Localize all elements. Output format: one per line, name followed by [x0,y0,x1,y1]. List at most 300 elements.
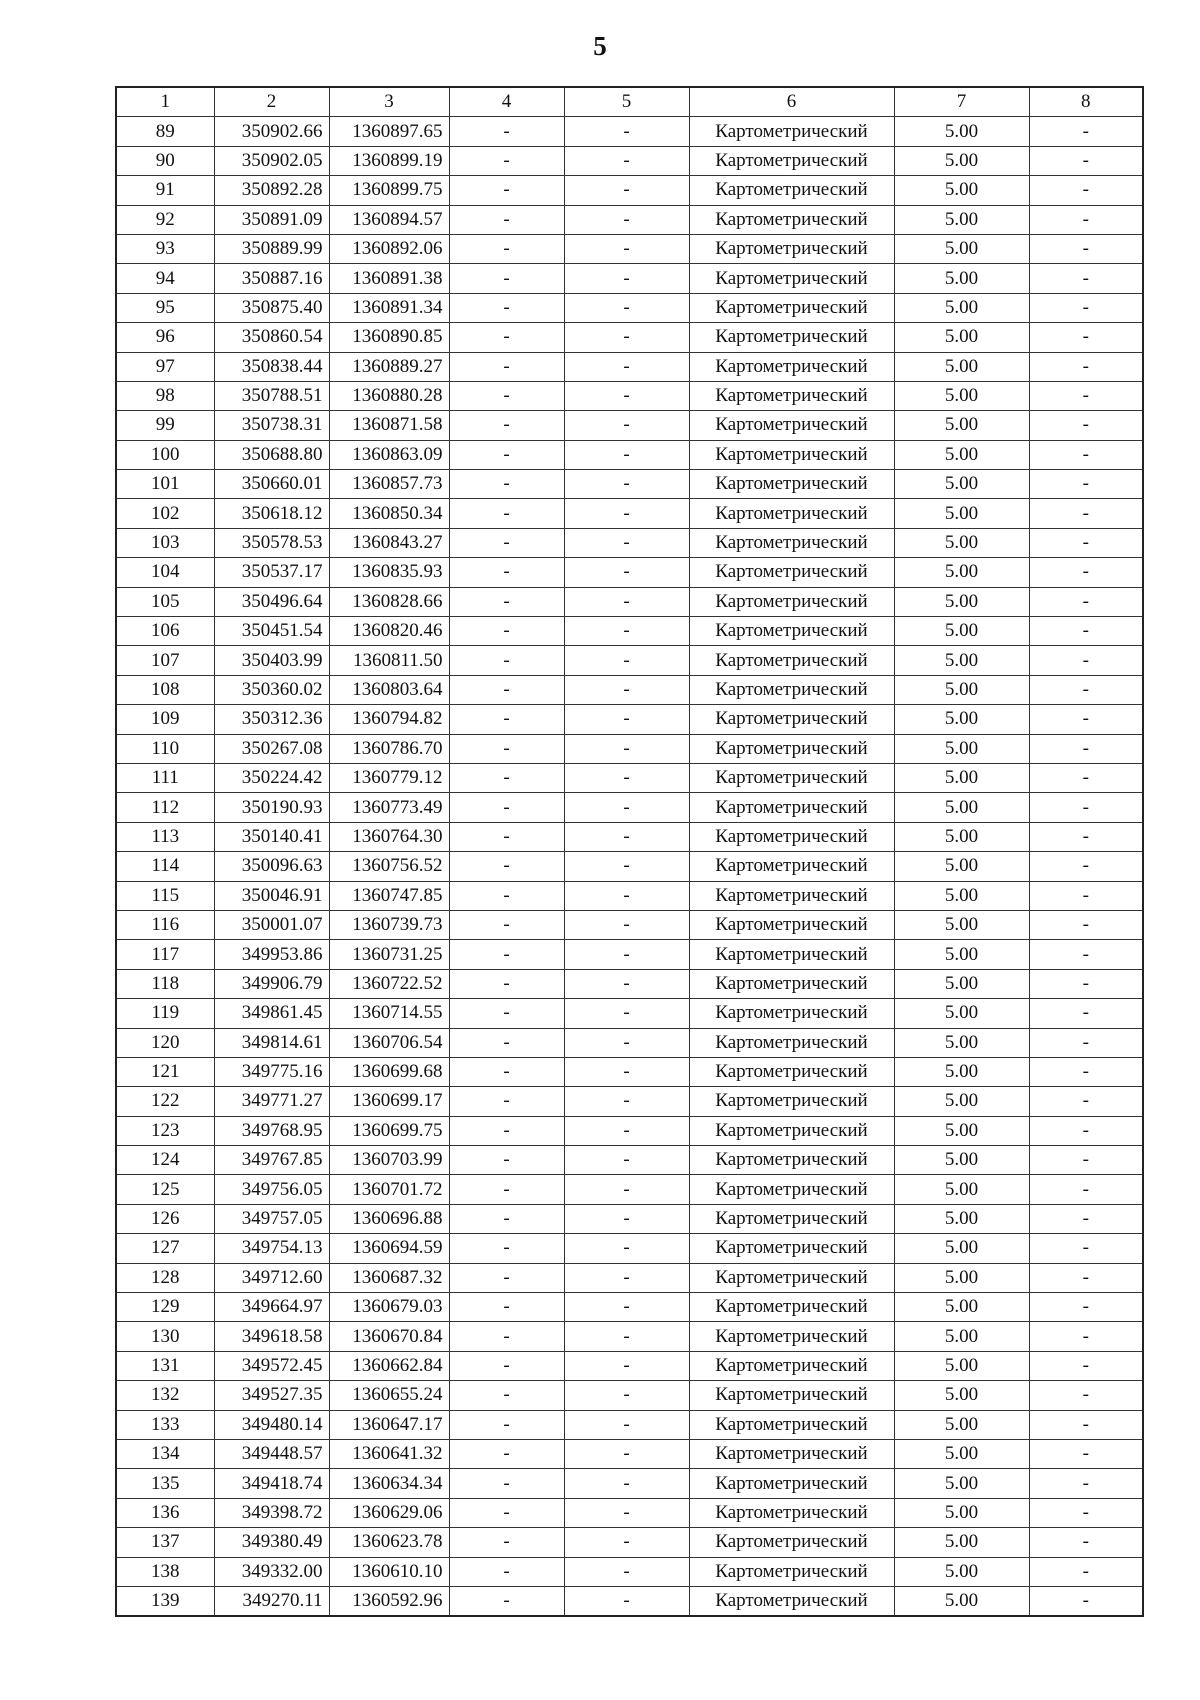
table-body [116,117,1143,1616]
column-5-cell: - [564,1498,689,1527]
y-coordinate-cell: 1360714.55 [329,999,449,1028]
column-5-cell: - [564,1028,689,1057]
method-cell: Картометрический [689,1028,894,1057]
accuracy-cell: 5.00 [894,910,1029,939]
accuracy-cell: 5.00 [894,146,1029,175]
x-coordinate-cell: 350889.99 [214,234,329,263]
y-coordinate-cell: 1360647.17 [329,1410,449,1439]
column-header: 2 [214,87,329,117]
column-8-cell: - [1029,763,1143,792]
table-row [116,117,1143,146]
accuracy-cell: 5.00 [894,293,1029,322]
point-number-cell: 121 [116,1057,214,1086]
accuracy-cell: 5.00 [894,117,1029,146]
point-number-cell: 127 [116,1234,214,1263]
point-number-cell: 138 [116,1557,214,1586]
method-cell: Картометрический [689,1204,894,1233]
method-cell: Картометрический [689,1528,894,1557]
method-cell: Картометрический [689,1586,894,1616]
x-coordinate-cell: 349775.16 [214,1057,329,1086]
method-cell: Картометрический [689,617,894,646]
method-cell: Картометрический [689,910,894,939]
accuracy-cell: 5.00 [894,470,1029,499]
x-coordinate-cell: 349861.45 [214,999,329,1028]
table-row [116,1586,1143,1616]
point-number-cell: 90 [116,146,214,175]
table-row [116,323,1143,352]
column-4-cell: - [449,1263,564,1292]
column-5-cell: - [564,1351,689,1380]
method-cell: Картометрический [689,1057,894,1086]
table-row [116,969,1143,998]
accuracy-cell: 5.00 [894,940,1029,969]
column-8-cell: - [1029,705,1143,734]
column-5-cell: - [564,999,689,1028]
column-5-cell: - [564,1116,689,1145]
column-5-cell: - [564,763,689,792]
method-cell: Картометрический [689,969,894,998]
point-number-cell: 117 [116,940,214,969]
column-4-cell: - [449,470,564,499]
column-8-cell: - [1029,1057,1143,1086]
table-row [116,1498,1143,1527]
point-number-cell: 102 [116,499,214,528]
column-5-cell: - [564,293,689,322]
x-coordinate-cell: 349480.14 [214,1410,329,1439]
column-8-cell: - [1029,1469,1143,1498]
table-row [116,705,1143,734]
column-4-cell: - [449,558,564,587]
column-4-cell: - [449,675,564,704]
table-row [116,910,1143,939]
column-8-cell: - [1029,1528,1143,1557]
accuracy-cell: 5.00 [894,1439,1029,1468]
point-number-cell: 94 [116,264,214,293]
point-number-cell: 119 [116,999,214,1028]
column-8-cell: - [1029,852,1143,881]
y-coordinate-cell: 1360794.82 [329,705,449,734]
accuracy-cell: 5.00 [894,440,1029,469]
column-4-cell: - [449,763,564,792]
column-8-cell: - [1029,1146,1143,1175]
accuracy-cell: 5.00 [894,264,1029,293]
column-4-cell: - [449,852,564,881]
point-number-cell: 111 [116,763,214,792]
column-4-cell: - [449,1528,564,1557]
accuracy-cell: 5.00 [894,1234,1029,1263]
table-row [116,1322,1143,1351]
accuracy-cell: 5.00 [894,323,1029,352]
y-coordinate-cell: 1360731.25 [329,940,449,969]
column-5-cell: - [564,852,689,881]
table-row [116,999,1143,1028]
column-8-cell: - [1029,1293,1143,1322]
method-cell: Картометрический [689,528,894,557]
method-cell: Картометрический [689,1410,894,1439]
point-number-cell: 89 [116,117,214,146]
column-5-cell: - [564,1381,689,1410]
point-number-cell: 135 [116,1469,214,1498]
column-4-cell: - [449,1087,564,1116]
table-row [116,470,1143,499]
column-4-cell: - [449,117,564,146]
column-5-cell: - [564,675,689,704]
point-number-cell: 133 [116,1410,214,1439]
method-cell: Картометрический [689,587,894,616]
column-4-cell: - [449,528,564,557]
y-coordinate-cell: 1360811.50 [329,646,449,675]
point-number-cell: 112 [116,793,214,822]
column-8-cell: - [1029,1087,1143,1116]
point-number-cell: 132 [116,1381,214,1410]
table-row [116,617,1143,646]
column-4-cell: - [449,1351,564,1380]
accuracy-cell: 5.00 [894,411,1029,440]
column-4-cell: - [449,293,564,322]
method-cell: Картометрический [689,1322,894,1351]
column-5-cell: - [564,558,689,587]
y-coordinate-cell: 1360764.30 [329,822,449,851]
x-coordinate-cell: 350902.66 [214,117,329,146]
accuracy-cell: 5.00 [894,558,1029,587]
method-cell: Картометрический [689,381,894,410]
x-coordinate-cell: 350496.64 [214,587,329,616]
x-coordinate-cell: 350578.53 [214,528,329,557]
column-4-cell: - [449,205,564,234]
column-4-cell: - [449,499,564,528]
y-coordinate-cell: 1360703.99 [329,1146,449,1175]
column-5-cell: - [564,1439,689,1468]
x-coordinate-cell: 350838.44 [214,352,329,381]
method-cell: Картометрический [689,499,894,528]
column-4-cell: - [449,1557,564,1586]
accuracy-cell: 5.00 [894,1263,1029,1292]
method-cell: Картометрический [689,940,894,969]
method-cell: Картометрический [689,1146,894,1175]
accuracy-cell: 5.00 [894,1557,1029,1586]
x-coordinate-cell: 350312.36 [214,705,329,734]
point-number-cell: 128 [116,1263,214,1292]
x-coordinate-cell: 350891.09 [214,205,329,234]
y-coordinate-cell: 1360701.72 [329,1175,449,1204]
column-4-cell: - [449,264,564,293]
table-row [116,1146,1143,1175]
column-5-cell: - [564,1057,689,1086]
x-coordinate-cell: 350096.63 [214,852,329,881]
point-number-cell: 93 [116,234,214,263]
method-cell: Картометрический [689,1469,894,1498]
column-header: 6 [689,87,894,117]
method-cell: Картометрический [689,470,894,499]
method-cell: Картометрический [689,293,894,322]
column-4-cell: - [449,646,564,675]
accuracy-cell: 5.00 [894,822,1029,851]
table-row [116,264,1143,293]
accuracy-cell: 5.00 [894,1322,1029,1351]
column-5-cell: - [564,793,689,822]
x-coordinate-cell: 349418.74 [214,1469,329,1498]
column-5-cell: - [564,1087,689,1116]
column-5-cell: - [564,617,689,646]
y-coordinate-cell: 1360803.64 [329,675,449,704]
y-coordinate-cell: 1360897.65 [329,117,449,146]
column-8-cell: - [1029,1028,1143,1057]
column-4-cell: - [449,1586,564,1616]
y-coordinate-cell: 1360890.85 [329,323,449,352]
table-row [116,528,1143,557]
x-coordinate-cell: 350537.17 [214,558,329,587]
y-coordinate-cell: 1360699.68 [329,1057,449,1086]
table-row [116,763,1143,792]
column-5-cell: - [564,940,689,969]
column-4-cell: - [449,793,564,822]
point-number-cell: 131 [116,1351,214,1380]
column-4-cell: - [449,587,564,616]
column-8-cell: - [1029,940,1143,969]
x-coordinate-cell: 349712.60 [214,1263,329,1292]
y-coordinate-cell: 1360756.52 [329,852,449,881]
y-coordinate-cell: 1360899.75 [329,176,449,205]
column-5-cell: - [564,1146,689,1175]
accuracy-cell: 5.00 [894,234,1029,263]
x-coordinate-cell: 349756.05 [214,1175,329,1204]
method-cell: Картометрический [689,1116,894,1145]
column-4-cell: - [449,146,564,175]
column-8-cell: - [1029,234,1143,263]
column-5-cell: - [564,1528,689,1557]
method-cell: Картометрический [689,558,894,587]
accuracy-cell: 5.00 [894,675,1029,704]
point-number-cell: 107 [116,646,214,675]
table-row [116,1057,1143,1086]
column-4-cell: - [449,323,564,352]
column-5-cell: - [564,323,689,352]
table-row [116,793,1143,822]
table-row [116,587,1143,616]
y-coordinate-cell: 1360899.19 [329,146,449,175]
column-8-cell: - [1029,822,1143,851]
point-number-cell: 123 [116,1116,214,1145]
column-8-cell: - [1029,1381,1143,1410]
column-8-cell: - [1029,440,1143,469]
y-coordinate-cell: 1360747.85 [329,881,449,910]
column-5-cell: - [564,176,689,205]
y-coordinate-cell: 1360679.03 [329,1293,449,1322]
table-header-row [116,87,1143,117]
point-number-cell: 120 [116,1028,214,1057]
y-coordinate-cell: 1360696.88 [329,1204,449,1233]
accuracy-cell: 5.00 [894,499,1029,528]
table-row [116,822,1143,851]
table-row [116,1175,1143,1204]
point-number-cell: 126 [116,1204,214,1233]
method-cell: Картометрический [689,1498,894,1527]
y-coordinate-cell: 1360863.09 [329,440,449,469]
table-row [116,675,1143,704]
method-cell: Картометрический [689,1381,894,1410]
x-coordinate-cell: 350887.16 [214,264,329,293]
method-cell: Картометрический [689,1234,894,1263]
method-cell: Картометрический [689,205,894,234]
method-cell: Картометрический [689,234,894,263]
accuracy-cell: 5.00 [894,587,1029,616]
column-5-cell: - [564,1293,689,1322]
page-number: 5 [593,31,607,61]
column-4-cell: - [449,1146,564,1175]
accuracy-cell: 5.00 [894,1293,1029,1322]
y-coordinate-cell: 1360592.96 [329,1586,449,1616]
column-4-cell: - [449,617,564,646]
accuracy-cell: 5.00 [894,1146,1029,1175]
method-cell: Картометрический [689,117,894,146]
method-cell: Картометрический [689,1263,894,1292]
x-coordinate-cell: 350618.12 [214,499,329,528]
column-5-cell: - [564,528,689,557]
table-row [116,205,1143,234]
column-4-cell: - [449,1293,564,1322]
accuracy-cell: 5.00 [894,705,1029,734]
column-8-cell: - [1029,264,1143,293]
column-8-cell: - [1029,558,1143,587]
method-cell: Картометрический [689,264,894,293]
column-4-cell: - [449,910,564,939]
column-4-cell: - [449,1439,564,1468]
column-4-cell: - [449,1204,564,1233]
column-8-cell: - [1029,793,1143,822]
x-coordinate-cell: 349757.05 [214,1204,329,1233]
column-5-cell: - [564,470,689,499]
column-8-cell: - [1029,1175,1143,1204]
y-coordinate-cell: 1360634.34 [329,1469,449,1498]
column-5-cell: - [564,1557,689,1586]
column-4-cell: - [449,1028,564,1057]
column-5-cell: - [564,205,689,234]
column-4-cell: - [449,999,564,1028]
column-4-cell: - [449,1322,564,1351]
column-5-cell: - [564,705,689,734]
accuracy-cell: 5.00 [894,1028,1029,1057]
point-number-cell: 97 [116,352,214,381]
y-coordinate-cell: 1360739.73 [329,910,449,939]
column-8-cell: - [1029,411,1143,440]
column-5-cell: - [564,881,689,910]
column-5-cell: - [564,646,689,675]
x-coordinate-cell: 350660.01 [214,470,329,499]
method-cell: Картометрический [689,822,894,851]
column-4-cell: - [449,1234,564,1263]
x-coordinate-cell: 350902.05 [214,146,329,175]
column-4-cell: - [449,881,564,910]
x-coordinate-cell: 349767.85 [214,1146,329,1175]
table-row [116,1234,1143,1263]
column-4-cell: - [449,822,564,851]
y-coordinate-cell: 1360843.27 [329,528,449,557]
method-cell: Картометрический [689,646,894,675]
method-cell: Картометрический [689,1351,894,1380]
column-8-cell: - [1029,1586,1143,1616]
accuracy-cell: 5.00 [894,793,1029,822]
x-coordinate-cell: 350738.31 [214,411,329,440]
x-coordinate-cell: 349953.86 [214,940,329,969]
method-cell: Картометрический [689,323,894,352]
point-number-cell: 116 [116,910,214,939]
table-row [116,1204,1143,1233]
column-8-cell: - [1029,1204,1143,1233]
method-cell: Картометрический [689,705,894,734]
y-coordinate-cell: 1360880.28 [329,381,449,410]
column-5-cell: - [564,734,689,763]
column-5-cell: - [564,1263,689,1292]
x-coordinate-cell: 349270.11 [214,1586,329,1616]
x-coordinate-cell: 349768.95 [214,1116,329,1145]
point-number-cell: 96 [116,323,214,352]
column-8-cell: - [1029,881,1143,910]
y-coordinate-cell: 1360820.46 [329,617,449,646]
accuracy-cell: 5.00 [894,1469,1029,1498]
column-5-cell: - [564,264,689,293]
table-row [116,1351,1143,1380]
column-4-cell: - [449,440,564,469]
x-coordinate-cell: 350190.93 [214,793,329,822]
column-5-cell: - [564,1469,689,1498]
x-coordinate-cell: 350403.99 [214,646,329,675]
x-coordinate-cell: 349814.61 [214,1028,329,1057]
point-number-cell: 91 [116,176,214,205]
point-number-cell: 104 [116,558,214,587]
table-row [116,940,1143,969]
y-coordinate-cell: 1360850.34 [329,499,449,528]
column-4-cell: - [449,734,564,763]
x-coordinate-cell: 349572.45 [214,1351,329,1380]
y-coordinate-cell: 1360857.73 [329,470,449,499]
column-4-cell: - [449,1116,564,1145]
column-8-cell: - [1029,734,1143,763]
accuracy-cell: 5.00 [894,1381,1029,1410]
y-coordinate-cell: 1360694.59 [329,1234,449,1263]
table-row [116,1439,1143,1468]
x-coordinate-cell: 350001.07 [214,910,329,939]
column-8-cell: - [1029,352,1143,381]
column-5-cell: - [564,587,689,616]
column-8-cell: - [1029,323,1143,352]
column-header: 3 [329,87,449,117]
column-4-cell: - [449,1057,564,1086]
table-row [116,411,1143,440]
column-4-cell: - [449,381,564,410]
column-4-cell: - [449,1381,564,1410]
table-row [116,146,1143,175]
x-coordinate-cell: 349527.35 [214,1381,329,1410]
accuracy-cell: 5.00 [894,1498,1029,1527]
column-8-cell: - [1029,587,1143,616]
method-cell: Картометрический [689,1175,894,1204]
accuracy-cell: 5.00 [894,617,1029,646]
accuracy-cell: 5.00 [894,1351,1029,1380]
x-coordinate-cell: 350451.54 [214,617,329,646]
accuracy-cell: 5.00 [894,1586,1029,1616]
accuracy-cell: 5.00 [894,1175,1029,1204]
column-4-cell: - [449,1498,564,1527]
point-number-cell: 92 [116,205,214,234]
column-8-cell: - [1029,117,1143,146]
y-coordinate-cell: 1360623.78 [329,1528,449,1557]
x-coordinate-cell: 349398.72 [214,1498,329,1527]
y-coordinate-cell: 1360828.66 [329,587,449,616]
table-row [116,734,1143,763]
method-cell: Картометрический [689,146,894,175]
column-5-cell: - [564,411,689,440]
point-number-cell: 139 [116,1586,214,1616]
